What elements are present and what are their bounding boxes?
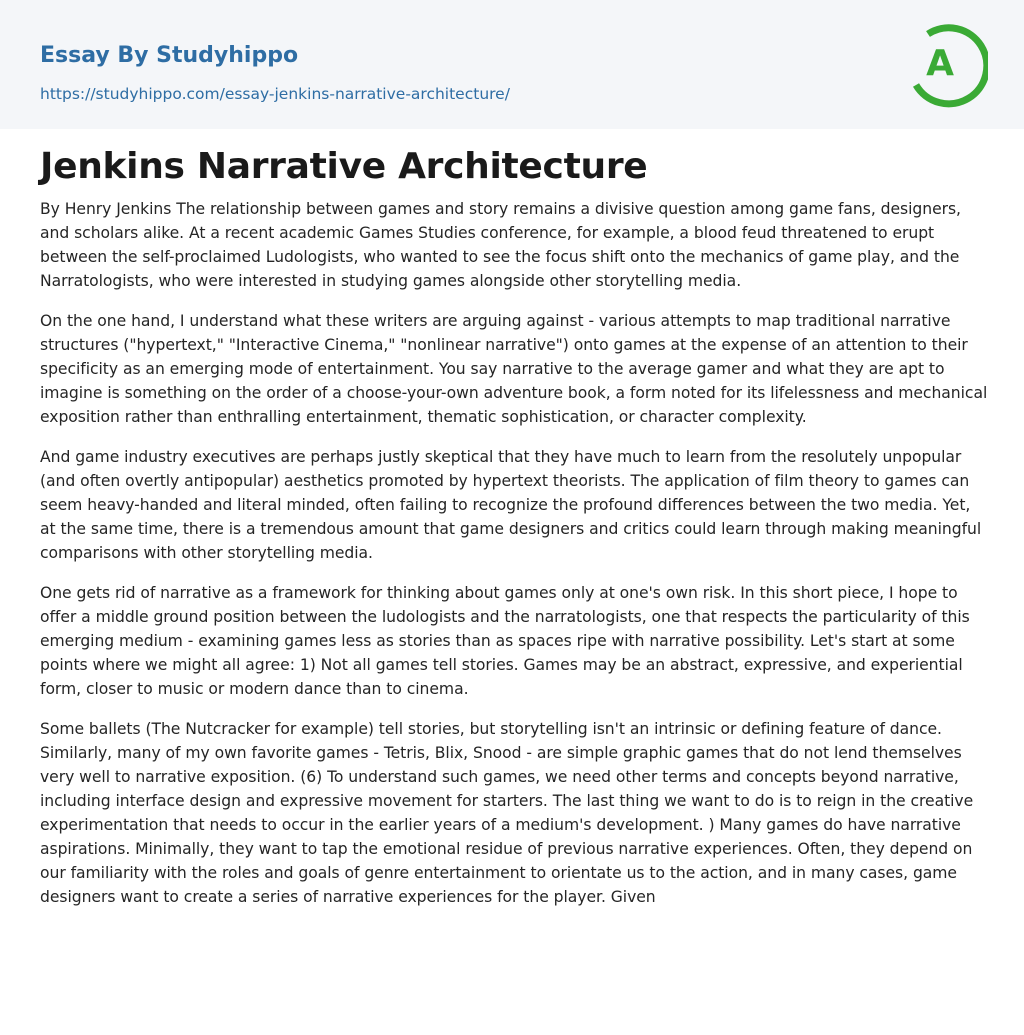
- article-title: Jenkins Narrative Architecture: [40, 146, 648, 187]
- site-header: [0, 0, 1024, 129]
- studyhippo-logo[interactable]: [910, 18, 988, 108]
- article-paragraph-1: By Henry Jenkins The relationship between games and story remains a divisive question among game fans, designers, and scholars alike. At a recent academic Games Studies conference, for example, a blood feud threatened to erupt between the self-proclaimed Ludologists, who wanted to see the focus shift onto the mechanics of game play, and the Narratologists, who were interested in studying games alongside other storytelling media.: [40, 200, 961, 290]
- source-url-link[interactable]: https://studyhippo.com/essay-jenkins-narrative-architecture/: [40, 85, 510, 103]
- article-paragraph-5: Some ballets (The Nutcracker for example) tell stories, but storytelling isn't an intrinsic or defining feature of dance. Similarly, many of my own favorite games - Tetris, Blix, Snood - are simple graphic games that do not lend themselves very well to narrative exposition. (6) To understand such games, we need other terms and concepts beyond narrative, including interface design and expressive movement for starters. The last thing we want to do is to reign in the creative experimentation that needs to occur in the earlier years of a medium's development. ) Many games do have narrative aspirations. Minimally, they want to tap the emotional residue of previous narrative experiences. Often, they depend on our familiarity with the roles and goals of genre entertainment to orientate us to the action, and in many cases, game designers want to create a series of narrative experiences for the player. Given: [40, 720, 974, 906]
- article-paragraph-2: On the one hand, I understand what these writers are arguing against - various attempts to map traditional narrative structures ("hypertext," "Interactive Cinema," "nonlinear narrative") onto games at the expense of an attention to their specificity as an emerging mode of entertainment. You say narrative to the average gamer and what they are apt to imagine is something on the order of a choose-your-own adventure book, a form noted for its lifelessness and mechanical exposition rather than enthralling entertainment, thematic sophistication, or character complexity.: [40, 312, 988, 426]
- article-paragraph-3: And game industry executives are perhaps justly skeptical that they have much to learn from the resolutely unpopular (and often overtly antipopular) aesthetics promoted by hypertext theorists. The application of film theory to games can seem heavy-handed and literal minded, often failing to recognize the profound differences between the two media. Yet, at the same time, there is a tremendous amount that game designers and critics could learn through making meaningful comparisons with other storytelling media.: [40, 448, 982, 562]
- logo-letter: A: [926, 43, 954, 84]
- article: [40, 143, 988, 925]
- logo-ring-icon: [910, 18, 988, 108]
- brand-title[interactable]: Essay By Studyhippo: [40, 43, 299, 68]
- article-paragraph-4: One gets rid of narrative as a framework for thinking about games only at one's own risk. In this short piece, I hope to offer a middle ground position between the ludologists and the narratologists, one that respects the particularity of this emerging medium - examining games less as stories than as spaces ripe with narrative possibility. Let's start at some points where we might all agree: 1) Not all games tell stories. Games may be an abstract, expressive, and experiential form, closer to music or modern dance than to cinema.: [40, 584, 970, 698]
